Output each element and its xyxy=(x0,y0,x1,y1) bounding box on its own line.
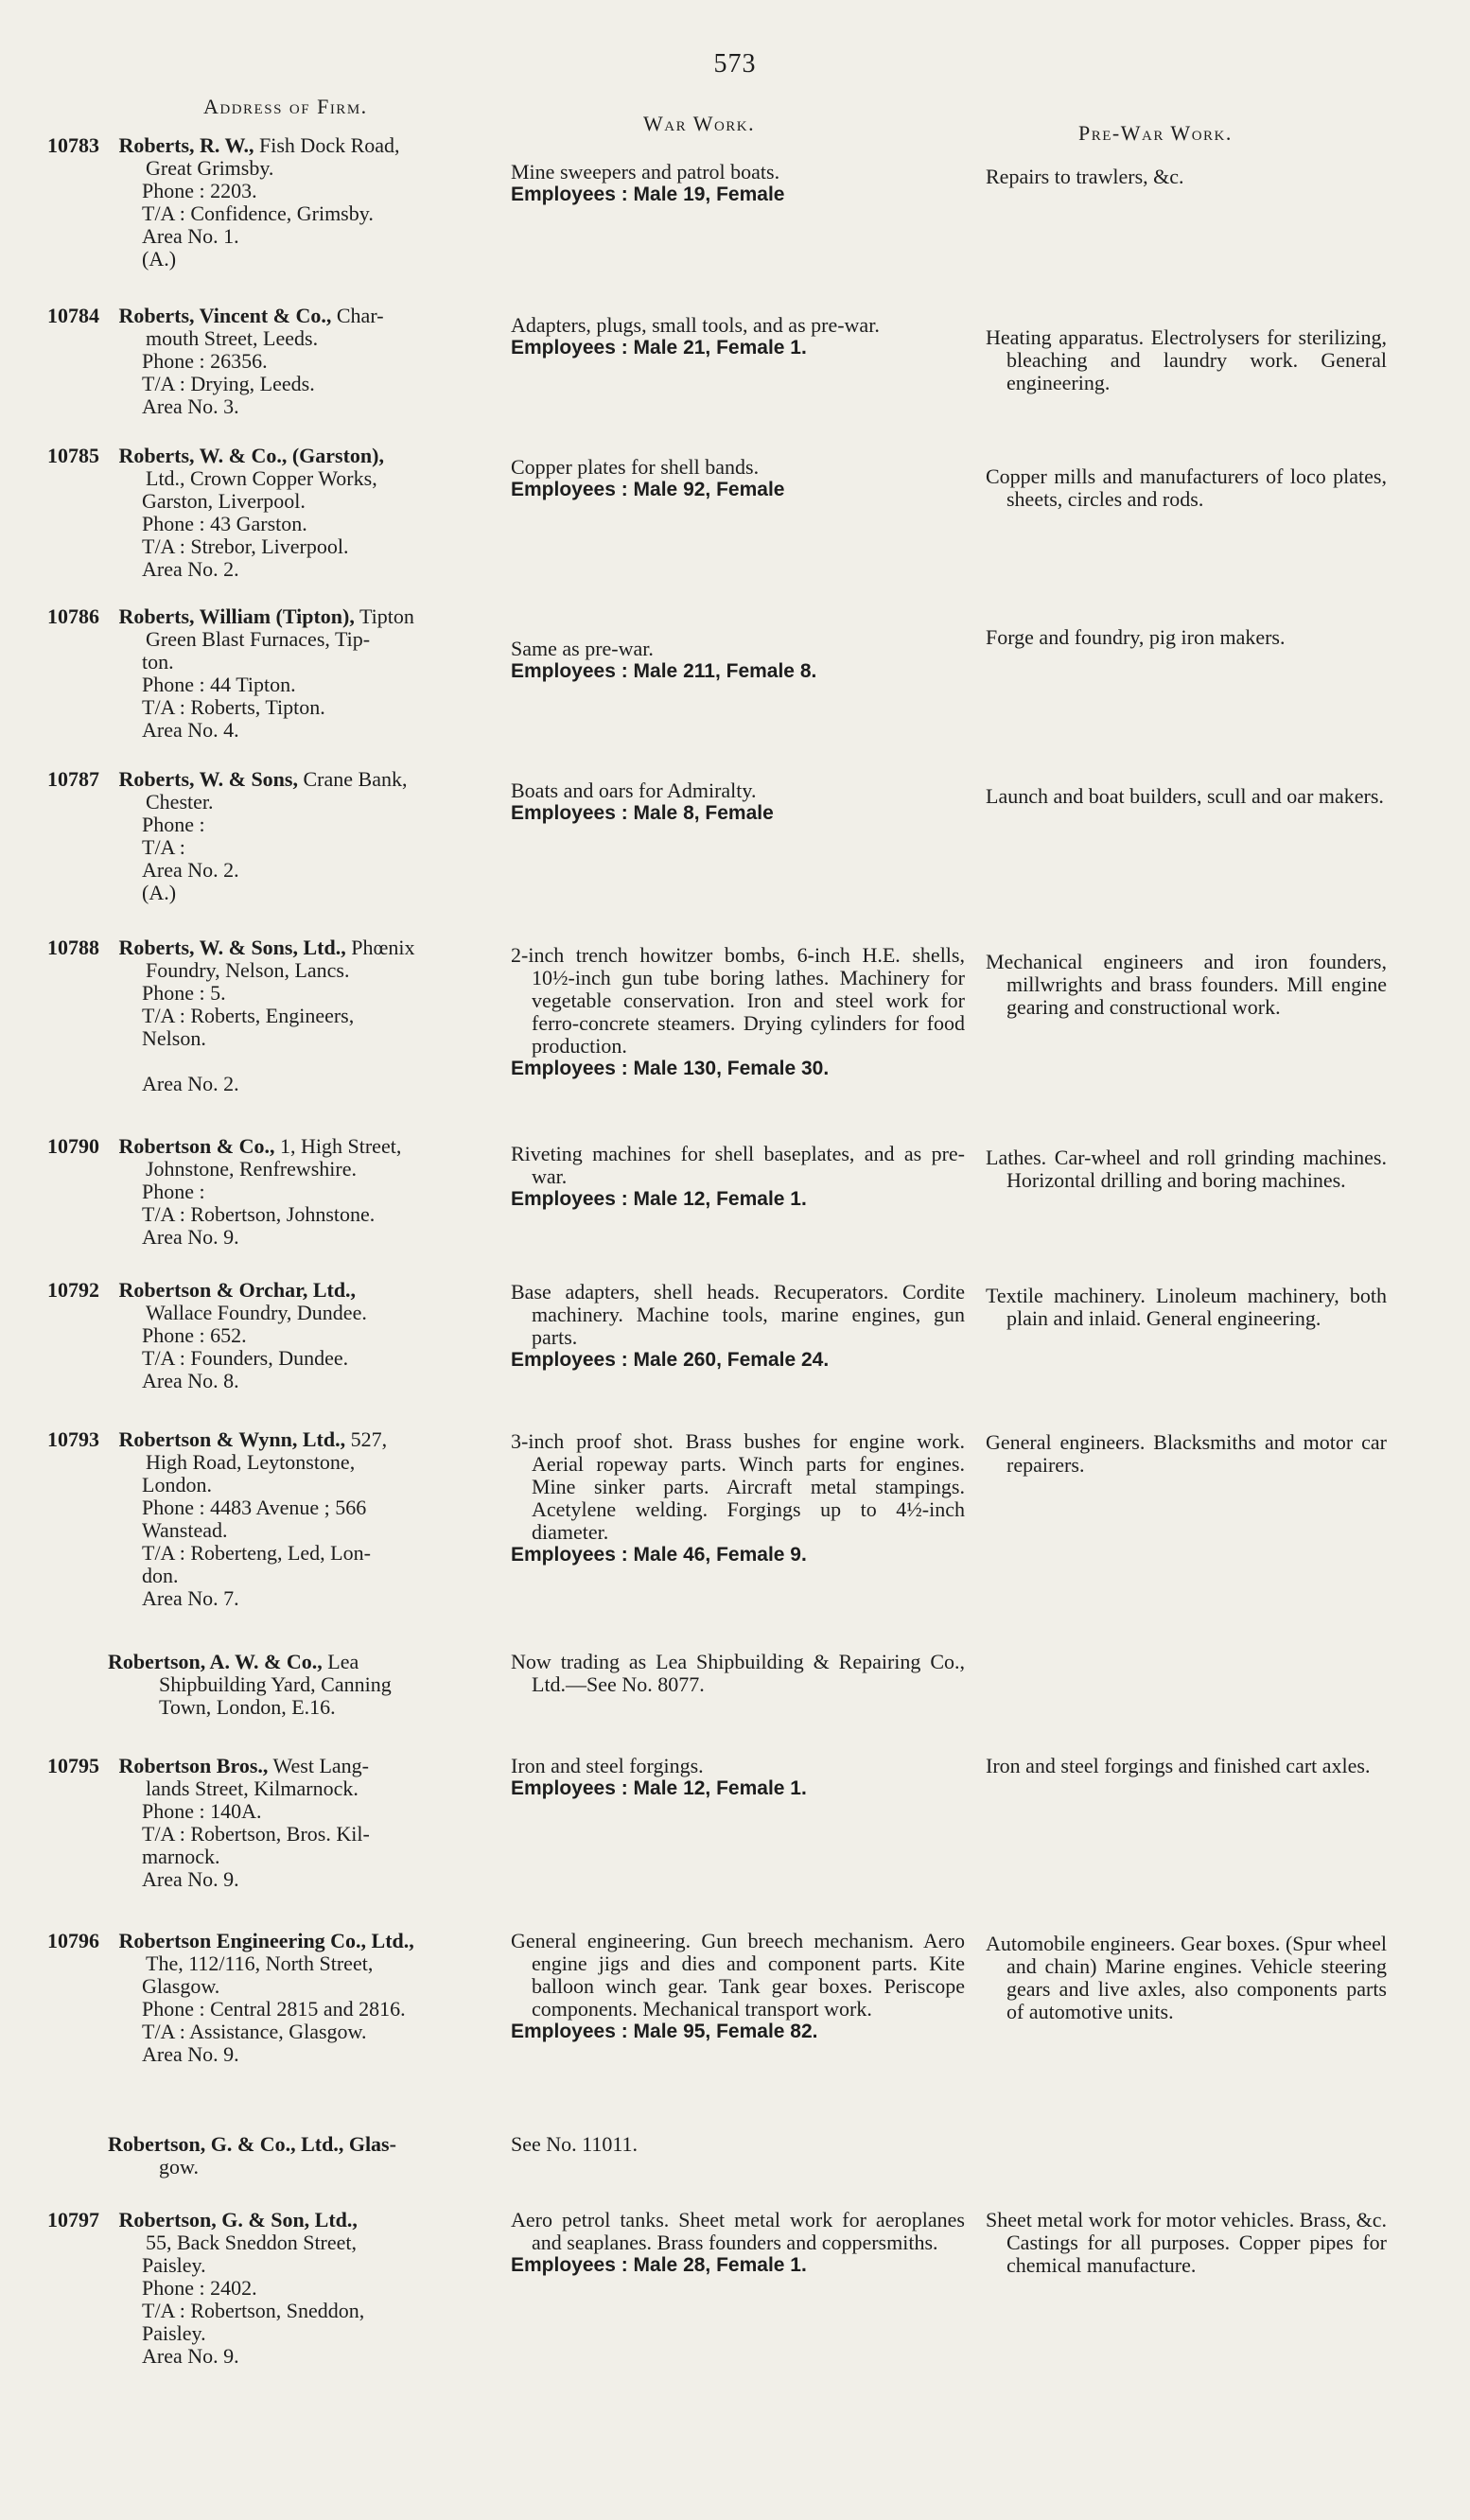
address-line: Phone : 5. xyxy=(142,981,226,1005)
address-line: T/A : Robertson, Sneddon, xyxy=(142,2299,365,2322)
employees-count: Employees : Male 95, Female 82. xyxy=(511,2021,818,2042)
war-work-text: Aero petrol tanks. Sheet metal work for aeroplanes and seaplanes. Brass founders and coppersmiths. xyxy=(511,2208,965,2254)
address-start: Crane Bank, xyxy=(303,767,408,791)
entry-address xyxy=(47,1428,492,1610)
address-line: Phone : 2402. xyxy=(142,2276,257,2300)
address-start: Phœnix xyxy=(351,936,415,959)
entry-number: 10786 xyxy=(47,604,99,628)
address-line: T/A : Confidence, Grimsby. xyxy=(142,201,374,225)
address-line: Area No. 2. xyxy=(142,557,239,581)
entry-number: 10796 xyxy=(47,1929,99,1952)
entry-number: 10783 xyxy=(47,133,99,157)
address-line: Area No. 2. xyxy=(142,1072,239,1095)
address-line: Area No. 9. xyxy=(142,1867,239,1891)
war-work xyxy=(511,1755,965,1800)
entry-address xyxy=(47,936,492,1095)
entry-address xyxy=(47,1755,492,1891)
address-start: Char- xyxy=(336,304,384,327)
address-line: lands Street, Kilmarnock. xyxy=(146,1776,359,1800)
address-line: Area No. 2. xyxy=(142,858,239,882)
address-line: Area No. 4. xyxy=(142,718,239,742)
entry-address xyxy=(47,605,492,742)
prewar-work: Lathes. Car-wheel and roll grinding machines. Horizontal drilling and boring machines. xyxy=(986,1146,1387,1192)
address-line: T/A : Robertson, Johnstone. xyxy=(142,1202,376,1226)
entry-address xyxy=(47,1651,492,1719)
war-work xyxy=(511,2133,965,2156)
address-line: Wanstead. xyxy=(142,1518,228,1542)
prewar-work: Sheet metal work for motor vehicles. Brass, &c. Castings for all purposes. Copper pipes for chemical manufacture. xyxy=(986,2208,1388,2277)
entry-address xyxy=(47,134,492,271)
address-line: London. xyxy=(142,1473,212,1496)
war-work xyxy=(511,779,965,825)
war-work xyxy=(511,944,965,1080)
war-work-text: Same as pre-war. xyxy=(511,637,654,660)
prewar-work: General engineers. Blacksmiths and motor car repairers. xyxy=(986,1430,1387,1477)
address-line: Paisley. xyxy=(142,2321,206,2345)
address-line: Phone : xyxy=(142,813,205,836)
entry-number: 10784 xyxy=(47,304,99,327)
firm-name: Robertson Bros., xyxy=(118,1754,269,1777)
address-line: don. xyxy=(142,1564,179,1587)
prewar-work: Heating apparatus. Electrolysers for sterilizing, bleaching and laundry work. General engineering. xyxy=(986,325,1387,394)
entry-number: 10790 xyxy=(47,1134,99,1158)
address-line xyxy=(47,1050,492,1073)
address-line: Foundry, Nelson, Lancs. xyxy=(146,958,350,982)
war-work-text: Boats and oars for Admiralty. xyxy=(511,779,757,802)
address-line: 55, Back Sneddon Street, xyxy=(146,2231,358,2254)
entry-number: 10788 xyxy=(47,936,99,959)
firm-name: Robertson & Orchar, Ltd., xyxy=(118,1278,357,1302)
entry-address xyxy=(47,305,492,418)
war-work-text: See No. 11011. xyxy=(511,2132,639,2156)
entry-number: 10785 xyxy=(47,444,99,467)
firm-name: Robertson, A. W. & Co., xyxy=(108,1650,323,1673)
address-line: Town, London, E.16. xyxy=(159,1695,336,1719)
war-work xyxy=(511,2209,965,2277)
address-line: Area No. 9. xyxy=(142,2344,239,2368)
employees-count: Employees : Male 12, Female 1. xyxy=(511,1188,807,1210)
firm-name: Roberts, William (Tipton), xyxy=(118,604,355,628)
war-work xyxy=(511,1143,965,1211)
entry-number: 10792 xyxy=(47,1278,99,1302)
war-work xyxy=(511,161,965,206)
address-line: The, 112/116, North Street, xyxy=(146,1951,374,1975)
firm-name: Roberts, W. & Sons, xyxy=(118,767,298,791)
employees-count: Employees : Male 46, Female 9. xyxy=(511,1544,807,1566)
address-line: (A.) xyxy=(142,247,177,271)
address-start: 527, xyxy=(350,1427,388,1451)
war-work-text: General engineering. Gun breech mechanism. Aero engine jigs and dies and component parts. Kite balloon winch gear. Tank gear boxes. Periscope components. Mechanical transport work. xyxy=(511,1929,965,2021)
prewar-work: Repairs to trawlers, &c. xyxy=(986,165,1184,188)
address-line: (A.) xyxy=(142,881,177,904)
address-line: Shipbuilding Yard, Canning xyxy=(159,1672,392,1696)
address-line: Phone : 2203. xyxy=(142,179,257,202)
prewar-work: Iron and steel forgings and finished cart axles. xyxy=(986,1754,1371,1777)
employees-count: Employees : Male 211, Female 8. xyxy=(511,660,817,682)
firm-name: Roberts, W. & Sons, Ltd., xyxy=(118,936,346,959)
firm-name: Robertson & Co., xyxy=(118,1134,275,1158)
war-work xyxy=(511,1930,965,2043)
prewar-work: Launch and boat builders, scull and oar makers. xyxy=(986,784,1384,808)
employees-count: Employees : Male 260, Female 24. xyxy=(511,1349,830,1371)
war-work-text: 2-inch trench howitzer bombs, 6-inch H.E. shells, 10½-inch gun tube boring lathes. Machinery for vegetable conservation. Iron and steel work for ferro-concrete steamers. Drying cylinders for food production. xyxy=(511,943,965,1058)
address-line: Phone : 43 Garston. xyxy=(142,512,307,535)
firm-name: Roberts, W. & Co., (Garston), xyxy=(118,444,384,467)
address-line: Area No. 9. xyxy=(142,2042,239,2066)
address-line: gow. xyxy=(159,2155,199,2179)
prewar-work: Mechanical engineers and iron founders, millwrights and brass founders. Mill engine gearing and constructional work. xyxy=(986,950,1387,1019)
address-line: Glasgow. xyxy=(142,1974,220,1998)
war-work xyxy=(511,456,965,501)
prewar-work: Copper mills and manufacturers of loco plates, sheets, circles and rods. xyxy=(986,464,1387,511)
address-line: Paisley. xyxy=(142,2253,206,2277)
address-line: Nelson. xyxy=(142,1026,206,1050)
war-work xyxy=(511,1651,965,1696)
war-work-text: Now trading as Lea Shipbuilding & Repairing Co., Ltd.—See No. 8077. xyxy=(511,1650,965,1696)
war-work-text: Base adapters, shell heads. Recuperators. Cordite machinery. Machine tools, marine engines, gun parts. xyxy=(511,1280,965,1349)
entry-number: 10797 xyxy=(47,2208,99,2231)
header-war-work: War Work. xyxy=(643,112,756,135)
address-line: T/A : Roberts, Engineers, xyxy=(142,1004,355,1027)
address-line: Wallace Foundry, Dundee. xyxy=(146,1301,367,1324)
entry-number: 10793 xyxy=(47,1427,99,1451)
address-start: Lea xyxy=(327,1650,359,1673)
address-line: Great Grimsby. xyxy=(146,156,274,180)
address-line: T/A : Drying, Leeds. xyxy=(142,372,315,395)
address-line: Garston, Liverpool. xyxy=(142,489,306,513)
firm-name: Robertson, G. & Son, Ltd., xyxy=(118,2208,358,2231)
prewar-work: Textile machinery. Linoleum machinery, both plain and inlaid. General engineering. xyxy=(986,1284,1387,1330)
prewar-work: Forge and foundry, pig iron makers. xyxy=(986,625,1286,649)
address-line: T/A : Roberteng, Led, Lon- xyxy=(142,1541,371,1565)
prewar-work: Automobile engineers. Gear boxes. (Spur wheel and chain) Marine engines. Vehicle steering gears and live axles, also components parts of automotive units. xyxy=(986,1932,1387,2023)
header-prewar-work: Pre-War Work. xyxy=(1078,121,1233,145)
address-line: Area No. 7. xyxy=(142,1586,239,1610)
entry-number: 10787 xyxy=(47,767,99,791)
address-start: Tipton xyxy=(359,604,414,628)
firm-name: Robertson Engineering Co., Ltd., xyxy=(118,1929,414,1952)
address-start: West Lang- xyxy=(272,1754,369,1777)
employees-count: Employees : Male 28, Female 1. xyxy=(511,2254,807,2276)
entry-address xyxy=(47,1135,492,1249)
address-line: T/A : xyxy=(142,835,185,859)
war-work-text: Mine sweepers and patrol boats. xyxy=(511,160,780,184)
address-line: Ltd., Crown Copper Works, xyxy=(146,466,377,490)
war-work-text: Iron and steel forgings. xyxy=(511,1754,704,1777)
firm-name: Roberts, R. W., xyxy=(118,133,254,157)
address-line: T/A : Assistance, Glasgow. xyxy=(142,2020,367,2043)
address-line: mouth Street, Leeds. xyxy=(146,326,319,350)
address-line: Phone : Central 2815 and 2816. xyxy=(142,1997,406,2021)
address-line: Phone : 140A. xyxy=(142,1799,262,1823)
firm-name: Robertson, G. & Co., Ltd., Glas- xyxy=(108,2132,396,2156)
address-line: Phone : 4483 Avenue ; 566 xyxy=(142,1496,367,1519)
entry-address xyxy=(47,1930,492,2066)
address-line: Green Blast Furnaces, Tip- xyxy=(146,627,371,651)
address-line: Area No. 3. xyxy=(142,394,239,418)
employees-count: Employees : Male 21, Female 1. xyxy=(511,337,807,359)
employees-count: Employees : Male 130, Female 30. xyxy=(511,1058,830,1079)
address-line: Johnstone, Renfrewshire. xyxy=(146,1157,358,1181)
header-address: Address of Firm. xyxy=(203,95,368,118)
war-work xyxy=(511,1430,965,1566)
employees-count: Employees : Male 19, Female xyxy=(511,184,785,205)
employees-count: Employees : Male 92, Female xyxy=(511,479,785,500)
address-line: Area No. 8. xyxy=(142,1369,239,1392)
address-line: Phone : 652. xyxy=(142,1323,247,1347)
war-work xyxy=(511,314,965,359)
war-work-text: Adapters, plugs, small tools, and as pre-war. xyxy=(511,313,880,337)
address-line: marnock. xyxy=(142,1845,220,1868)
address-line: T/A : Strebor, Liverpool. xyxy=(142,534,349,558)
firm-name: Robertson & Wynn, Ltd., xyxy=(118,1427,346,1451)
employees-count: Employees : Male 12, Female 1. xyxy=(511,1777,807,1799)
address-line: Area No. 9. xyxy=(142,1225,239,1249)
address-start: Fish Dock Road, xyxy=(259,133,400,157)
entry-address xyxy=(47,2133,492,2179)
war-work-text: Copper plates for shell bands. xyxy=(511,455,760,479)
war-work-text: Riveting machines for shell baseplates, and as pre-war. xyxy=(511,1142,965,1188)
address-line: High Road, Leytonstone, xyxy=(146,1450,356,1474)
firm-name: Roberts, Vincent & Co., xyxy=(118,304,332,327)
entry-address xyxy=(47,1279,492,1392)
address-line: T/A : Robertson, Bros. Kil- xyxy=(142,1822,370,1846)
address-line: T/A : Roberts, Tipton. xyxy=(142,695,325,719)
address-line: Chester. xyxy=(146,790,214,814)
war-work xyxy=(511,1281,965,1372)
entry-address xyxy=(47,768,492,904)
entry-address xyxy=(47,2209,492,2368)
address-line: Phone : xyxy=(142,1180,205,1203)
employees-count: Employees : Male 8, Female xyxy=(511,802,774,824)
address-line: Phone : 26356. xyxy=(142,349,268,373)
entry-number: 10795 xyxy=(47,1754,99,1777)
war-work xyxy=(511,638,965,683)
page-number: 573 xyxy=(713,49,757,79)
address-line: Phone : 44 Tipton. xyxy=(142,673,296,696)
address-start: 1, High Street, xyxy=(280,1134,402,1158)
entry-address xyxy=(47,445,492,581)
war-work-text: 3-inch proof shot. Brass bushes for engine work. Aerial ropeway parts. Winch parts for engines. Mine sinker parts. Aircraft metal stampings. Acetylene welding. Forgings up to 4½-inch diameter. xyxy=(511,1429,965,1544)
address-line: ton. xyxy=(142,650,174,674)
address-line: T/A : Founders, Dundee. xyxy=(142,1346,349,1370)
address-line: Area No. 1. xyxy=(142,224,239,248)
